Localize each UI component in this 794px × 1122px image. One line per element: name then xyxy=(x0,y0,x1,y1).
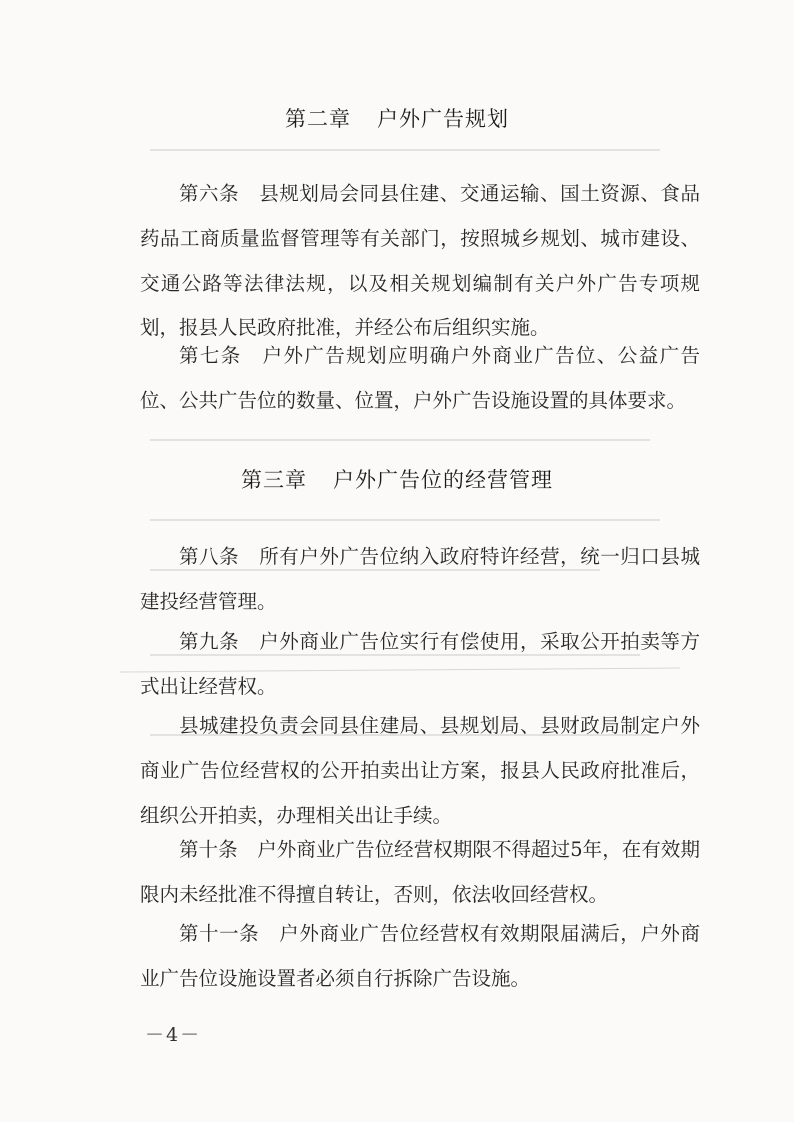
article-9: 第九条 户外商业广告位实行有偿使用，采取公开拍卖等方式出让经营权。 xyxy=(140,630,700,698)
chapter-3-number: 第三章 xyxy=(241,468,307,492)
article-8: 第八条 所有户外广告位纳入政府特许经营，统一归口县城建投经营管理。 xyxy=(140,545,700,613)
article-7: 第七条 户外广告规划应明确户外商业广告位、公益广告位、公共广告位的数量、位置，户外广告设施设置的具体要求。 xyxy=(140,344,700,412)
chapter-3-heading xyxy=(0,464,794,494)
chapter-2-heading xyxy=(0,103,794,133)
chapter-3-title: 户外广告位的经营管理 xyxy=(333,468,553,492)
chapter-2-number: 第二章 xyxy=(285,107,351,131)
article-6: 第六条 县规划局会同县住建、交通运输、国土资源、食品药品工商质量监督管理等有关部门，按照城乡规划、城市建设、交通公路等法律法规，以及相关规划编制有关户外广告专项规划，报县人民政府批准，并经公布后组织实施。 xyxy=(140,182,700,340)
article-10: 第十条 户外商业广告位经营权期限不得超过5年，在有效期限内未经批准不得擅自转让，否则，依法收回经营权。 xyxy=(140,838,700,906)
article-11: 第十一条 户外商业广告位经营权有效期限届满后，户外商业广告位设施设置者必须自行拆除广告设施。 xyxy=(140,922,700,990)
page-number: －4－ xyxy=(145,1024,202,1046)
article-9-paragraph-2: 县城建投负责会同县住建局、县规划局、县财政局制定户外商业广告位经营权的公开拍卖出让方案，报县人民政府批准后，组织公开拍卖，办理相关出让手续。 xyxy=(140,714,700,827)
chapter-2-title: 户外广告规划 xyxy=(377,107,509,131)
